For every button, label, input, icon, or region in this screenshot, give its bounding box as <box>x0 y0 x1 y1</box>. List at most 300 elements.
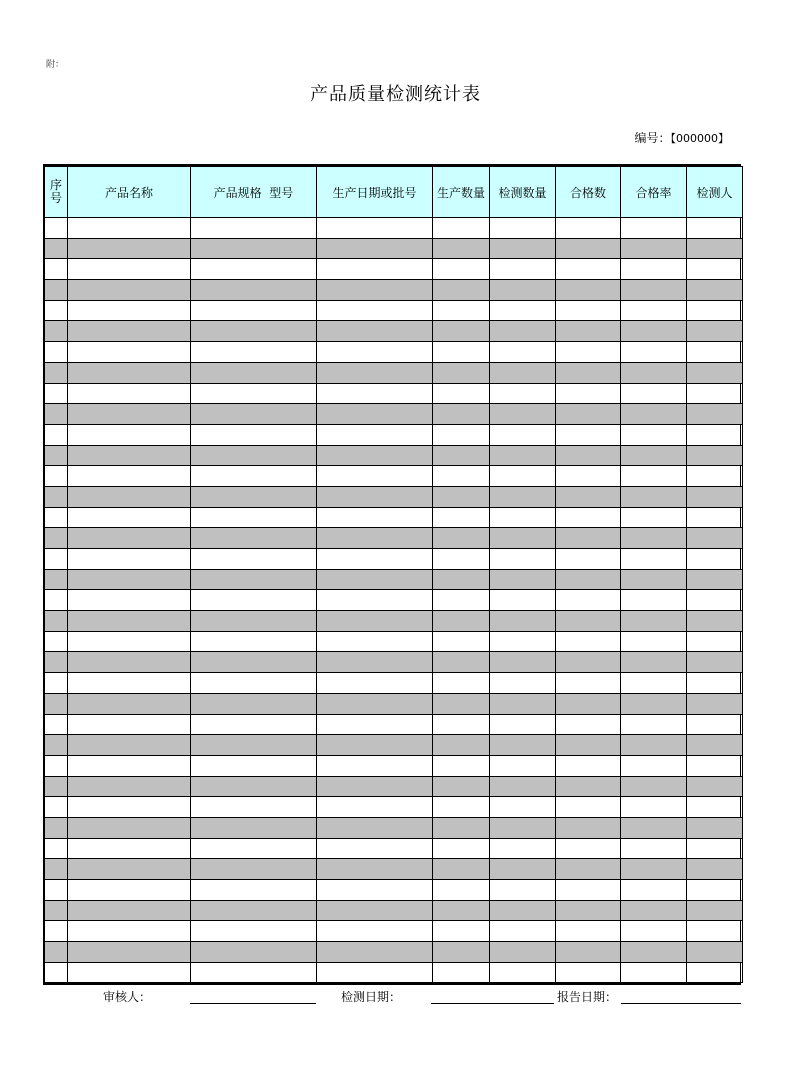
cell-inspector[interactable] <box>687 714 743 735</box>
cell-product-spec[interactable] <box>191 466 317 487</box>
cell-product-name[interactable] <box>68 735 191 756</box>
cell-pass-count[interactable] <box>556 486 621 507</box>
cell-production-qty[interactable] <box>433 362 490 383</box>
cell-pass-count[interactable] <box>556 776 621 797</box>
cell-date-batch[interactable] <box>317 549 433 570</box>
cell-test-qty[interactable] <box>490 569 556 590</box>
cell-pass-count[interactable] <box>556 549 621 570</box>
cell-product-spec[interactable] <box>191 569 317 590</box>
cell-seq[interactable] <box>45 942 68 963</box>
cell-pass-count[interactable] <box>556 528 621 549</box>
cell-production-qty[interactable] <box>433 735 490 756</box>
cell-test-qty[interactable] <box>490 631 556 652</box>
cell-test-qty[interactable] <box>490 280 556 301</box>
cell-pass-count[interactable] <box>556 673 621 694</box>
cell-date-batch[interactable] <box>317 942 433 963</box>
cell-pass-rate[interactable] <box>621 342 687 363</box>
cell-pass-rate[interactable] <box>621 838 687 859</box>
cell-test-qty[interactable] <box>490 900 556 921</box>
cell-pass-count[interactable] <box>556 735 621 756</box>
cell-inspector[interactable] <box>687 404 743 425</box>
cell-date-batch[interactable] <box>317 673 433 694</box>
cell-seq[interactable] <box>45 507 68 528</box>
cell-pass-rate[interactable] <box>621 921 687 942</box>
cell-product-name[interactable] <box>68 631 191 652</box>
cell-pass-count[interactable] <box>556 797 621 818</box>
cell-pass-count[interactable] <box>556 507 621 528</box>
cell-production-qty[interactable] <box>433 776 490 797</box>
cell-seq[interactable] <box>45 776 68 797</box>
cell-test-qty[interactable] <box>490 714 556 735</box>
cell-pass-rate[interactable] <box>621 611 687 632</box>
cell-product-name[interactable] <box>68 900 191 921</box>
cell-date-batch[interactable] <box>317 590 433 611</box>
cell-inspector[interactable] <box>687 362 743 383</box>
cell-date-batch[interactable] <box>317 362 433 383</box>
cell-product-name[interactable] <box>68 797 191 818</box>
cell-pass-rate[interactable] <box>621 300 687 321</box>
cell-pass-rate[interactable] <box>621 362 687 383</box>
cell-product-spec[interactable] <box>191 755 317 776</box>
cell-pass-count[interactable] <box>556 362 621 383</box>
cell-product-name[interactable] <box>68 342 191 363</box>
cell-pass-count[interactable] <box>556 424 621 445</box>
cell-pass-count[interactable] <box>556 942 621 963</box>
cell-test-qty[interactable] <box>490 755 556 776</box>
cell-product-spec[interactable] <box>191 838 317 859</box>
cell-date-batch[interactable] <box>317 880 433 901</box>
cell-product-name[interactable] <box>68 218 191 239</box>
cell-date-batch[interactable] <box>317 962 433 983</box>
cell-production-qty[interactable] <box>433 797 490 818</box>
cell-date-batch[interactable] <box>317 383 433 404</box>
cell-seq[interactable] <box>45 714 68 735</box>
cell-seq[interactable] <box>45 342 68 363</box>
cell-production-qty[interactable] <box>433 466 490 487</box>
cell-pass-rate[interactable] <box>621 652 687 673</box>
cell-inspector[interactable] <box>687 569 743 590</box>
cell-test-qty[interactable] <box>490 362 556 383</box>
cell-test-qty[interactable] <box>490 797 556 818</box>
cell-product-spec[interactable] <box>191 342 317 363</box>
cell-production-qty[interactable] <box>433 817 490 838</box>
cell-seq[interactable] <box>45 528 68 549</box>
cell-date-batch[interactable] <box>317 259 433 280</box>
cell-pass-rate[interactable] <box>621 631 687 652</box>
cell-product-spec[interactable] <box>191 424 317 445</box>
cell-pass-rate[interactable] <box>621 259 687 280</box>
cell-product-spec[interactable] <box>191 859 317 880</box>
cell-production-qty[interactable] <box>433 238 490 259</box>
cell-inspector[interactable] <box>687 424 743 445</box>
cell-pass-count[interactable] <box>556 880 621 901</box>
cell-date-batch[interactable] <box>317 921 433 942</box>
cell-product-spec[interactable] <box>191 300 317 321</box>
cell-test-qty[interactable] <box>490 218 556 239</box>
cell-production-qty[interactable] <box>433 424 490 445</box>
cell-product-name[interactable] <box>68 611 191 632</box>
cell-inspector[interactable] <box>687 280 743 301</box>
cell-pass-rate[interactable] <box>621 673 687 694</box>
cell-pass-count[interactable] <box>556 652 621 673</box>
cell-test-qty[interactable] <box>490 859 556 880</box>
cell-product-spec[interactable] <box>191 797 317 818</box>
cell-pass-count[interactable] <box>556 445 621 466</box>
cell-product-spec[interactable] <box>191 590 317 611</box>
cell-pass-rate[interactable] <box>621 693 687 714</box>
cell-product-name[interactable] <box>68 569 191 590</box>
cell-product-name[interactable] <box>68 383 191 404</box>
cell-pass-rate[interactable] <box>621 900 687 921</box>
cell-seq[interactable] <box>45 259 68 280</box>
cell-seq[interactable] <box>45 652 68 673</box>
cell-seq[interactable] <box>45 300 68 321</box>
cell-product-spec[interactable] <box>191 280 317 301</box>
cell-test-qty[interactable] <box>490 549 556 570</box>
cell-test-qty[interactable] <box>490 486 556 507</box>
cell-pass-rate[interactable] <box>621 880 687 901</box>
cell-test-qty[interactable] <box>490 838 556 859</box>
cell-inspector[interactable] <box>687 859 743 880</box>
cell-product-spec[interactable] <box>191 735 317 756</box>
cell-seq[interactable] <box>45 693 68 714</box>
cell-product-spec[interactable] <box>191 776 317 797</box>
cell-production-qty[interactable] <box>433 507 490 528</box>
cell-inspector[interactable] <box>687 528 743 549</box>
cell-product-name[interactable] <box>68 652 191 673</box>
cell-inspector[interactable] <box>687 383 743 404</box>
cell-pass-count[interactable] <box>556 466 621 487</box>
cell-production-qty[interactable] <box>433 900 490 921</box>
cell-date-batch[interactable] <box>317 797 433 818</box>
cell-pass-count[interactable] <box>556 838 621 859</box>
cell-product-name[interactable] <box>68 776 191 797</box>
cell-seq[interactable] <box>45 817 68 838</box>
cell-test-qty[interactable] <box>490 466 556 487</box>
cell-pass-rate[interactable] <box>621 735 687 756</box>
cell-production-qty[interactable] <box>433 611 490 632</box>
cell-production-qty[interactable] <box>433 880 490 901</box>
cell-pass-count[interactable] <box>556 569 621 590</box>
cell-date-batch[interactable] <box>317 424 433 445</box>
cell-inspector[interactable] <box>687 342 743 363</box>
cell-product-spec[interactable] <box>191 528 317 549</box>
cell-product-name[interactable] <box>68 755 191 776</box>
cell-inspector[interactable] <box>687 631 743 652</box>
cell-product-name[interactable] <box>68 693 191 714</box>
cell-test-qty[interactable] <box>490 321 556 342</box>
reviewer-signature-line[interactable] <box>190 1003 316 1004</box>
cell-pass-count[interactable] <box>556 693 621 714</box>
cell-inspector[interactable] <box>687 549 743 570</box>
cell-date-batch[interactable] <box>317 776 433 797</box>
cell-test-qty[interactable] <box>490 507 556 528</box>
cell-date-batch[interactable] <box>317 900 433 921</box>
cell-inspector[interactable] <box>687 735 743 756</box>
cell-production-qty[interactable] <box>433 569 490 590</box>
cell-test-qty[interactable] <box>490 942 556 963</box>
cell-date-batch[interactable] <box>317 486 433 507</box>
cell-production-qty[interactable] <box>433 549 490 570</box>
cell-production-qty[interactable] <box>433 342 490 363</box>
cell-test-qty[interactable] <box>490 404 556 425</box>
cell-inspector[interactable] <box>687 817 743 838</box>
cell-test-qty[interactable] <box>490 611 556 632</box>
cell-pass-count[interactable] <box>556 921 621 942</box>
cell-pass-count[interactable] <box>556 900 621 921</box>
cell-seq[interactable] <box>45 962 68 983</box>
cell-date-batch[interactable] <box>317 507 433 528</box>
cell-date-batch[interactable] <box>317 631 433 652</box>
cell-pass-count[interactable] <box>556 238 621 259</box>
cell-product-name[interactable] <box>68 880 191 901</box>
cell-production-qty[interactable] <box>433 838 490 859</box>
cell-date-batch[interactable] <box>317 652 433 673</box>
cell-test-qty[interactable] <box>490 259 556 280</box>
cell-pass-count[interactable] <box>556 817 621 838</box>
cell-date-batch[interactable] <box>317 466 433 487</box>
cell-inspector[interactable] <box>687 900 743 921</box>
cell-test-qty[interactable] <box>490 383 556 404</box>
cell-pass-rate[interactable] <box>621 569 687 590</box>
cell-seq[interactable] <box>45 362 68 383</box>
cell-product-spec[interactable] <box>191 238 317 259</box>
cell-seq[interactable] <box>45 631 68 652</box>
cell-product-spec[interactable] <box>191 611 317 632</box>
cell-test-qty[interactable] <box>490 300 556 321</box>
cell-seq[interactable] <box>45 590 68 611</box>
cell-product-spec[interactable] <box>191 404 317 425</box>
cell-product-spec[interactable] <box>191 652 317 673</box>
cell-product-name[interactable] <box>68 300 191 321</box>
cell-pass-count[interactable] <box>556 859 621 880</box>
cell-product-name[interactable] <box>68 280 191 301</box>
cell-date-batch[interactable] <box>317 404 433 425</box>
cell-production-qty[interactable] <box>433 259 490 280</box>
cell-product-spec[interactable] <box>191 880 317 901</box>
cell-product-spec[interactable] <box>191 507 317 528</box>
cell-production-qty[interactable] <box>433 962 490 983</box>
cell-product-name[interactable] <box>68 424 191 445</box>
cell-date-batch[interactable] <box>317 300 433 321</box>
cell-test-qty[interactable] <box>490 673 556 694</box>
cell-inspector[interactable] <box>687 507 743 528</box>
cell-inspector[interactable] <box>687 942 743 963</box>
cell-product-name[interactable] <box>68 590 191 611</box>
cell-date-batch[interactable] <box>317 714 433 735</box>
cell-seq[interactable] <box>45 486 68 507</box>
cell-inspector[interactable] <box>687 238 743 259</box>
cell-inspector[interactable] <box>687 486 743 507</box>
cell-seq[interactable] <box>45 549 68 570</box>
cell-seq[interactable] <box>45 900 68 921</box>
cell-product-name[interactable] <box>68 466 191 487</box>
cell-product-name[interactable] <box>68 838 191 859</box>
cell-inspector[interactable] <box>687 962 743 983</box>
cell-date-batch[interactable] <box>317 611 433 632</box>
cell-production-qty[interactable] <box>433 921 490 942</box>
cell-seq[interactable] <box>45 238 68 259</box>
cell-product-name[interactable] <box>68 921 191 942</box>
cell-inspector[interactable] <box>687 693 743 714</box>
cell-seq[interactable] <box>45 383 68 404</box>
cell-production-qty[interactable] <box>433 404 490 425</box>
cell-production-qty[interactable] <box>433 445 490 466</box>
cell-date-batch[interactable] <box>317 735 433 756</box>
cell-seq[interactable] <box>45 859 68 880</box>
cell-production-qty[interactable] <box>433 755 490 776</box>
cell-pass-rate[interactable] <box>621 466 687 487</box>
cell-seq[interactable] <box>45 921 68 942</box>
cell-date-batch[interactable] <box>317 238 433 259</box>
cell-pass-count[interactable] <box>556 962 621 983</box>
cell-product-name[interactable] <box>68 528 191 549</box>
cell-product-spec[interactable] <box>191 383 317 404</box>
cell-production-qty[interactable] <box>433 528 490 549</box>
cell-product-name[interactable] <box>68 942 191 963</box>
cell-pass-rate[interactable] <box>621 486 687 507</box>
cell-date-batch[interactable] <box>317 755 433 776</box>
cell-product-name[interactable] <box>68 404 191 425</box>
cell-inspector[interactable] <box>687 797 743 818</box>
cell-production-qty[interactable] <box>433 280 490 301</box>
cell-test-qty[interactable] <box>490 880 556 901</box>
cell-inspector[interactable] <box>687 921 743 942</box>
cell-production-qty[interactable] <box>433 714 490 735</box>
cell-inspector[interactable] <box>687 880 743 901</box>
cell-seq[interactable] <box>45 797 68 818</box>
cell-product-spec[interactable] <box>191 486 317 507</box>
cell-date-batch[interactable] <box>317 218 433 239</box>
cell-date-batch[interactable] <box>317 280 433 301</box>
cell-product-spec[interactable] <box>191 631 317 652</box>
cell-production-qty[interactable] <box>433 486 490 507</box>
cell-product-name[interactable] <box>68 714 191 735</box>
cell-inspector[interactable] <box>687 590 743 611</box>
cell-product-name[interactable] <box>68 486 191 507</box>
cell-test-qty[interactable] <box>490 238 556 259</box>
cell-product-spec[interactable] <box>191 673 317 694</box>
cell-pass-rate[interactable] <box>621 424 687 445</box>
cell-pass-count[interactable] <box>556 383 621 404</box>
cell-pass-rate[interactable] <box>621 218 687 239</box>
cell-product-spec[interactable] <box>191 900 317 921</box>
cell-date-batch[interactable] <box>317 445 433 466</box>
cell-test-qty[interactable] <box>490 693 556 714</box>
cell-seq[interactable] <box>45 445 68 466</box>
cell-pass-rate[interactable] <box>621 755 687 776</box>
cell-product-name[interactable] <box>68 817 191 838</box>
cell-pass-rate[interactable] <box>621 942 687 963</box>
cell-inspector[interactable] <box>687 218 743 239</box>
cell-test-qty[interactable] <box>490 735 556 756</box>
cell-seq[interactable] <box>45 569 68 590</box>
cell-production-qty[interactable] <box>433 673 490 694</box>
cell-date-batch[interactable] <box>317 859 433 880</box>
cell-seq[interactable] <box>45 611 68 632</box>
cell-pass-count[interactable] <box>556 342 621 363</box>
cell-date-batch[interactable] <box>317 838 433 859</box>
cell-pass-count[interactable] <box>556 631 621 652</box>
cell-inspector[interactable] <box>687 466 743 487</box>
cell-inspector[interactable] <box>687 673 743 694</box>
cell-pass-rate[interactable] <box>621 528 687 549</box>
cell-inspector[interactable] <box>687 259 743 280</box>
cell-seq[interactable] <box>45 321 68 342</box>
cell-product-name[interactable] <box>68 362 191 383</box>
cell-product-name[interactable] <box>68 673 191 694</box>
cell-pass-rate[interactable] <box>621 776 687 797</box>
cell-seq[interactable] <box>45 404 68 425</box>
cell-production-qty[interactable] <box>433 693 490 714</box>
cell-test-qty[interactable] <box>490 921 556 942</box>
cell-inspector[interactable] <box>687 652 743 673</box>
cell-product-name[interactable] <box>68 549 191 570</box>
cell-inspector[interactable] <box>687 838 743 859</box>
cell-pass-rate[interactable] <box>621 238 687 259</box>
cell-pass-rate[interactable] <box>621 280 687 301</box>
cell-pass-count[interactable] <box>556 714 621 735</box>
cell-test-qty[interactable] <box>490 817 556 838</box>
cell-production-qty[interactable] <box>433 218 490 239</box>
cell-test-qty[interactable] <box>490 652 556 673</box>
cell-test-qty[interactable] <box>490 776 556 797</box>
cell-product-spec[interactable] <box>191 259 317 280</box>
cell-pass-count[interactable] <box>556 404 621 425</box>
cell-test-qty[interactable] <box>490 445 556 466</box>
cell-production-qty[interactable] <box>433 859 490 880</box>
cell-inspector[interactable] <box>687 755 743 776</box>
cell-product-spec[interactable] <box>191 218 317 239</box>
cell-production-qty[interactable] <box>433 321 490 342</box>
cell-product-spec[interactable] <box>191 693 317 714</box>
test-date-line[interactable] <box>431 1003 554 1004</box>
cell-product-spec[interactable] <box>191 714 317 735</box>
cell-product-name[interactable] <box>68 445 191 466</box>
cell-production-qty[interactable] <box>433 590 490 611</box>
report-date-line[interactable] <box>621 1003 741 1004</box>
cell-pass-rate[interactable] <box>621 507 687 528</box>
cell-product-spec[interactable] <box>191 942 317 963</box>
cell-date-batch[interactable] <box>317 817 433 838</box>
cell-seq[interactable] <box>45 466 68 487</box>
cell-product-spec[interactable] <box>191 321 317 342</box>
cell-product-name[interactable] <box>68 259 191 280</box>
cell-pass-rate[interactable] <box>621 549 687 570</box>
cell-pass-rate[interactable] <box>621 321 687 342</box>
cell-pass-rate[interactable] <box>621 962 687 983</box>
cell-test-qty[interactable] <box>490 528 556 549</box>
cell-pass-rate[interactable] <box>621 714 687 735</box>
cell-product-spec[interactable] <box>191 362 317 383</box>
cell-product-name[interactable] <box>68 859 191 880</box>
cell-pass-count[interactable] <box>556 259 621 280</box>
cell-pass-rate[interactable] <box>621 445 687 466</box>
cell-product-name[interactable] <box>68 962 191 983</box>
cell-product-name[interactable] <box>68 238 191 259</box>
cell-date-batch[interactable] <box>317 693 433 714</box>
cell-inspector[interactable] <box>687 611 743 632</box>
cell-test-qty[interactable] <box>490 424 556 445</box>
cell-seq[interactable] <box>45 755 68 776</box>
cell-pass-count[interactable] <box>556 300 621 321</box>
cell-seq[interactable] <box>45 424 68 445</box>
cell-test-qty[interactable] <box>490 590 556 611</box>
cell-pass-rate[interactable] <box>621 817 687 838</box>
cell-pass-count[interactable] <box>556 611 621 632</box>
cell-product-spec[interactable] <box>191 549 317 570</box>
cell-production-qty[interactable] <box>433 652 490 673</box>
